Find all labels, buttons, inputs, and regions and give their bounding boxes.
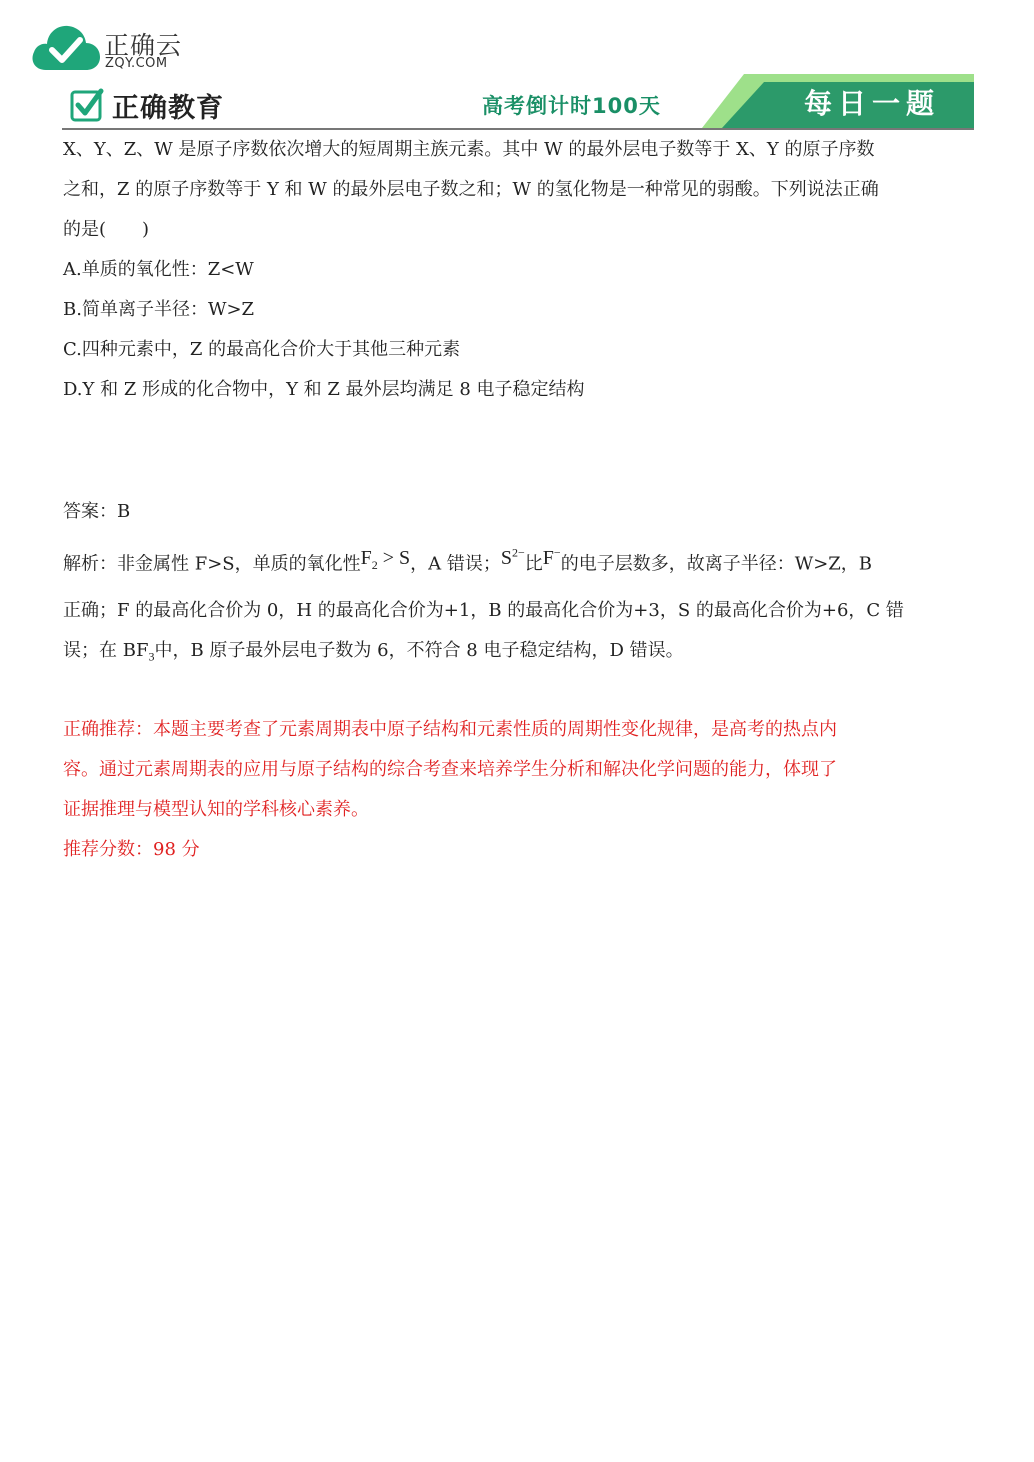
recommend-line: 证据推理与模型认知的学科核心素养。: [63, 799, 369, 821]
formula-s-ion: $S^{2-}$: [500, 545, 525, 569]
analysis-line: 解析：非金属性 F>S，单质的氧化性$F_2 > S$，A 错误；$S^{2-}$比F−的电子层数多，故离子半径：W>Z，B: [63, 545, 873, 575]
question-stem-line: X、Y、Z、W 是原子序数依次增大的短周期主族元素。其中 W 的最外层电子数等于 X、Y 的原子序数: [63, 139, 875, 160]
logo-name: 正确云: [104, 31, 183, 60]
page-header: [62, 78, 974, 130]
check-box-icon: [70, 88, 104, 122]
logo-domain: ZQY.COM: [105, 56, 168, 71]
analysis-line: 误；在 $BF_3$中，B 原子最外层电子数为 6，不符合 8 电子稳定结构，D 错误。: [63, 639, 684, 664]
option-a: A.单质的氧化性：Z<W: [63, 259, 254, 280]
countdown-text: 高考倒计时100天: [482, 94, 661, 118]
cloud-check-icon: [30, 22, 102, 74]
option-b: B.简单离子半径：W>Z: [63, 299, 255, 320]
formula-f2-gt-s: $F_2 > S$: [360, 546, 411, 572]
recommend-score: 推荐分数：98 分: [63, 839, 200, 861]
question-stem-line: 的是( ): [63, 219, 150, 240]
option-c: C.四种元素中，Z 的最高化合价大于其他三种元素: [63, 339, 461, 360]
recommend-line: 容。通过元素周期表的应用与原子结构的综合考查来培养学生分析和解决化学问题的能力，体现了: [63, 759, 837, 781]
banner-title: 每日一题: [804, 87, 941, 120]
zqy-logo: [30, 22, 190, 78]
formula-f-ion: F−: [542, 545, 561, 569]
answer: 答案：B: [63, 501, 131, 522]
question-content: [63, 130, 975, 870]
analysis-line: 正确；F 的最高化合价为 0，H 的最高化合价为+1，B 的最高化合价为+3，S 的最高化合价为+6，C 错: [63, 599, 904, 621]
daily-question-banner: [692, 74, 974, 128]
option-d: D.Y 和 Z 形成的化合物中，Y 和 Z 最外层均满足 8 电子稳定结构: [63, 379, 585, 400]
question-stem-line: 之和，Z 的原子序数等于 Y 和 W 的最外层电子数之和；W 的氢化物是一种常见的弱酸。下列说法正确: [63, 179, 879, 200]
brand-name: 正确教育: [112, 93, 224, 124]
recommend-line: 正确推荐：本题主要考查了元素周期表中原子结构和元素性质的周期性变化规律，是高考的热点内: [63, 719, 837, 741]
